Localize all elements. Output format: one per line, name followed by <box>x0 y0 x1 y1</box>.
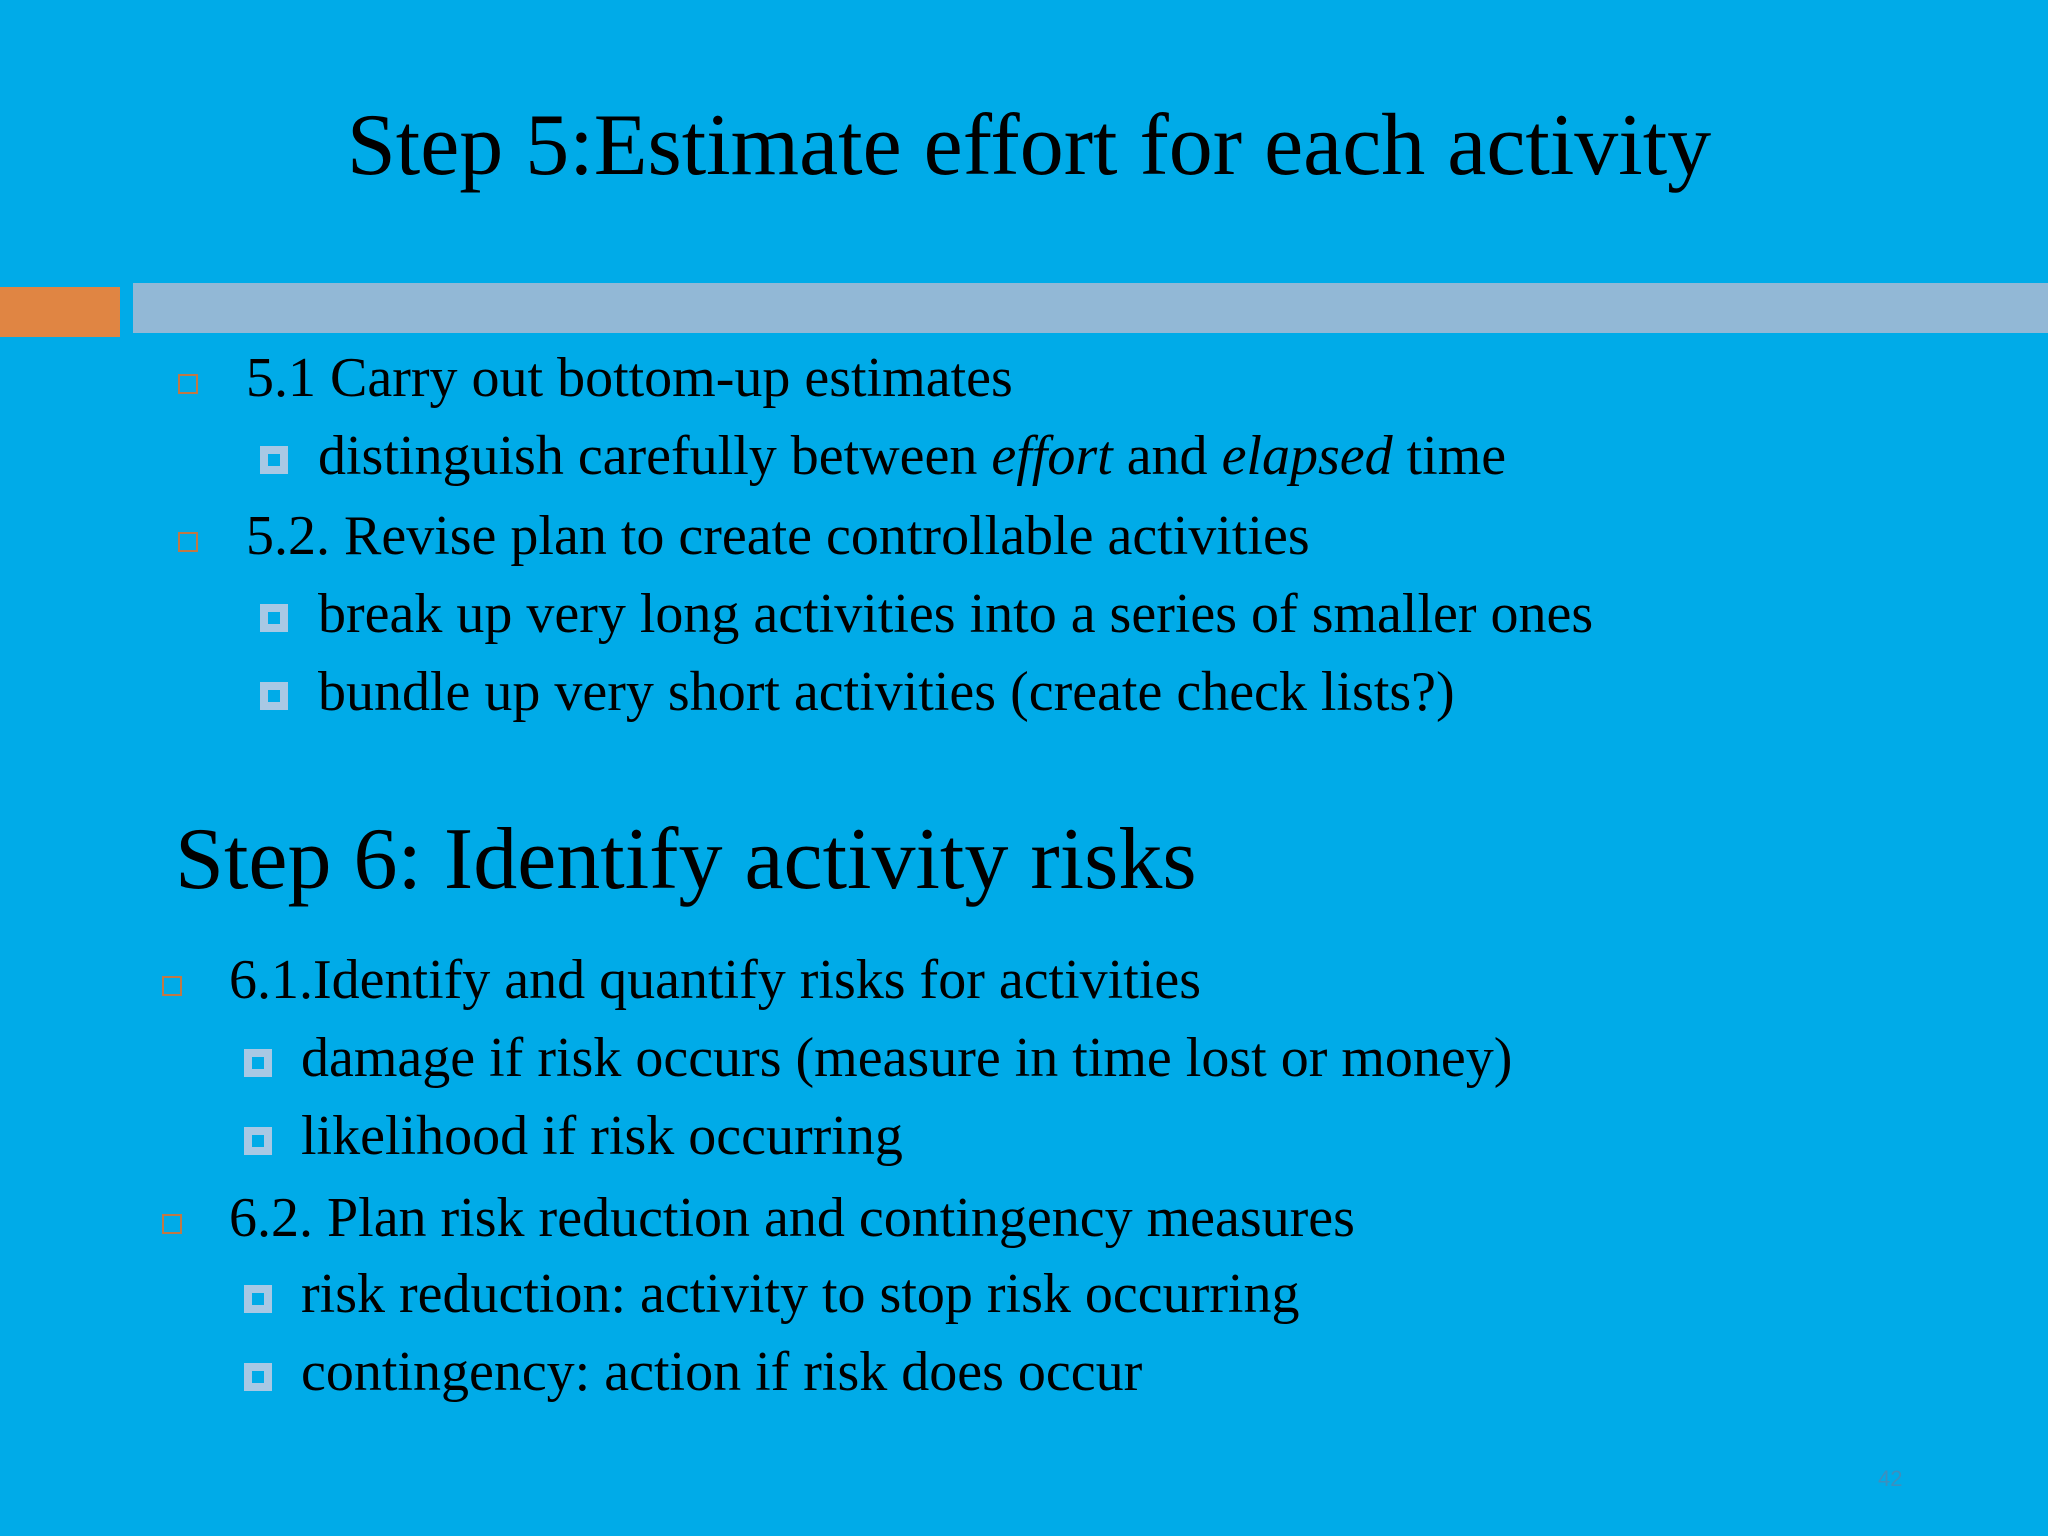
square-bullet-icon <box>178 532 198 552</box>
sub-bullet-6-2-a: risk reduction: activity to stop risk occurring <box>301 1263 1300 1325</box>
bullet-6-2: 6.2. Plan risk reduction and contingency measures <box>229 1187 1355 1249</box>
emphasis-elapsed: elapsed <box>1221 425 1393 487</box>
square-sub-bullet-icon <box>244 1285 272 1313</box>
bullet-5-1: 5.1 Carry out bottom-up estimates <box>246 347 1013 409</box>
square-bullet-icon <box>162 976 182 996</box>
sub-bullet-6-2-b: contingency: action if risk does occur <box>301 1341 1143 1403</box>
sub-bullet-6-1-a: damage if risk occurs (measure in time lost or money) <box>301 1027 1513 1089</box>
bullet-6-1: 6.1.Identify and quantify risks for activities <box>229 949 1201 1011</box>
sub-bullet-5-2-b: bundle up very short activities (create check lists?) <box>318 661 1455 723</box>
square-sub-bullet-icon <box>260 682 288 710</box>
square-sub-bullet-icon <box>244 1127 272 1155</box>
text-segment: distinguish carefully between <box>318 425 992 487</box>
bullet-5-2: 5.2. Revise plan to create controllable activities <box>246 505 1310 567</box>
emphasis-effort: effort <box>991 425 1113 487</box>
section-heading: Step 6: Identify activity risks <box>175 811 1197 908</box>
accent-bar <box>0 287 120 337</box>
square-sub-bullet-icon <box>244 1049 272 1077</box>
square-sub-bullet-icon <box>260 604 288 632</box>
sub-bullet-6-1-b: likelihood if risk occurring <box>301 1105 903 1167</box>
text-segment: time <box>1392 425 1507 487</box>
slide-number: 42 <box>1878 1466 1903 1491</box>
sub-bullet-5-1-a <box>318 423 1506 489</box>
square-bullet-icon <box>178 374 198 394</box>
sub-bullet-5-2-a: break up very long activities into a series of smaller ones <box>318 583 1594 645</box>
square-bullet-icon <box>162 1214 182 1234</box>
slide-title: Step 5:Estimate effort for each activity <box>346 97 1712 194</box>
title-divider-bar <box>133 283 2048 333</box>
text-segment: and <box>1112 425 1222 487</box>
square-sub-bullet-icon <box>260 446 288 474</box>
square-sub-bullet-icon <box>244 1363 272 1391</box>
